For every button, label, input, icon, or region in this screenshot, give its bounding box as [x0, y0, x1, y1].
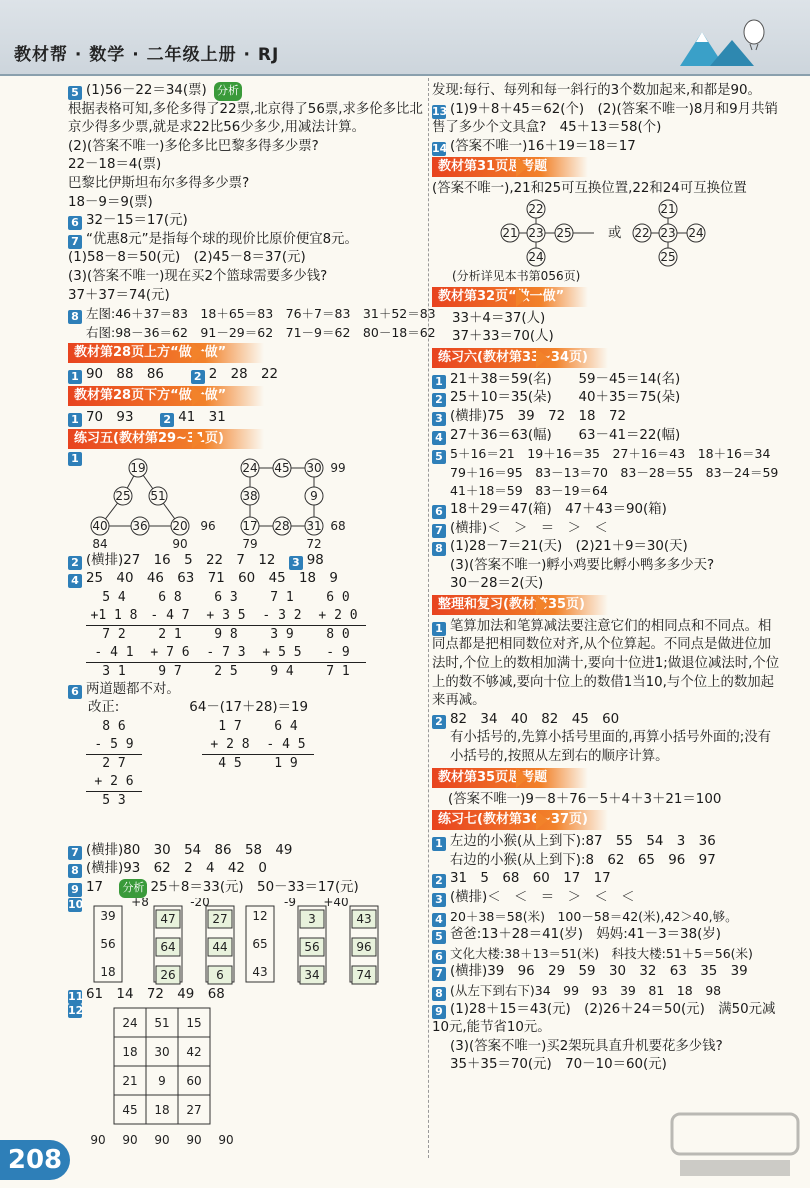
- book-title: 教材帮 · 数学 · 二年级上册 · RJ: [14, 45, 280, 65]
- svg-text:24: 24: [242, 460, 258, 475]
- diagram-10: 10 39 56 18 +8 47 64 26 -20 27 44 6 12 65 43 -9 3 56 34 +40 43 96 74: [68, 898, 428, 986]
- question: (3)(答案不唯一)买2架玩具直升机要花多少钱?: [450, 1038, 723, 1054]
- section-band: 整理和复习(教材第35页): [432, 595, 608, 615]
- question: (3)(答案不唯一)现在买2个篮球需要多少钱?: [68, 268, 328, 284]
- svg-text:65: 65: [252, 936, 268, 951]
- calc: 30－28＝2(天): [450, 576, 544, 592]
- svg-text:42: 42: [186, 1045, 202, 1060]
- svg-text:56: 56: [304, 939, 320, 954]
- answer-5-1: 5 (1)56－22＝34(票) 分析: [68, 82, 428, 101]
- calc: 79＋16＝95 83－13＝70 83－28＝55 83－24＝59: [450, 464, 779, 480]
- magic-square: 12 24 51 15 18 30 42 21 9 60 45 18 27 90 90 90 90 90: [68, 1004, 234, 1148]
- svg-text:84: 84: [92, 536, 108, 551]
- ref-note: (分析详见本书第056页): [452, 268, 581, 283]
- ex6-4: 4 27＋36＝63(幅) 63－41＝22(幅): [432, 427, 782, 446]
- answer-5-2: (2)(答案不唯一)多伦多比巴黎多得多少票?: [68, 138, 319, 154]
- svg-text:22: 22: [528, 201, 544, 216]
- svg-text:+40: +40: [323, 897, 349, 909]
- ex7-3: 3 (横排)＜ ＜ ＝ ＞ ＜ ＜: [432, 889, 782, 908]
- svg-text:19: 19: [130, 460, 146, 475]
- ex7-8: 8 (从左下到右下)34 99 93 39 81 18 98: [432, 982, 782, 1001]
- finding-text: 发现:每行、每列和每一斜行的3个数加起来,和都是90。: [432, 83, 761, 98]
- section-band: 练习七(教材第36~37页): [432, 810, 608, 830]
- svg-text:40: 40: [92, 518, 108, 533]
- vertical-calcs: 5 4 +1 1 8 7 2 - 4 1 3 1 6 8 - 4 7 2 1 + 7 6 9 7 6 3 + 3 5 9 8 - 7 3 2 5 7 1 - 3 2 3 9 + 5 5 9 4 6 0 + 2 0 8 0 - 9 7 1: [68, 589, 428, 681]
- svg-text:15: 15: [186, 1016, 202, 1031]
- svg-text:36: 36: [132, 518, 148, 533]
- svg-text:23: 23: [528, 225, 544, 240]
- svg-text:99: 99: [330, 460, 346, 475]
- svg-text:38: 38: [242, 488, 258, 503]
- answer-9: 9 17 分析 25＋8＝33(元) 50－33＝17(元): [68, 879, 428, 898]
- svg-text:43: 43: [356, 911, 372, 926]
- ex7-1: 1 左边的小猴(从上到下):87 55 54 3 36: [432, 833, 782, 852]
- question: (3)(答案不唯一)孵小鸡要比孵小鸭多多少天?: [450, 557, 715, 573]
- svg-text:3: 3: [308, 911, 316, 926]
- correction-calcs: 8 6 - 5 9 2 7 + 2 6 5 3 1 7 + 2 8 4 5 6 4 - 4 5 1 9: [68, 718, 428, 842]
- svg-text:9: 9: [158, 1074, 166, 1089]
- column-divider: [428, 78, 429, 1158]
- svg-text:27: 27: [186, 1103, 202, 1118]
- ex7-6: 6 文化大楼:38＋13＝51(米) 科技大楼:51＋5＝56(米): [432, 945, 782, 964]
- svg-text:45: 45: [274, 460, 290, 475]
- svg-text:-9: -9: [284, 897, 296, 909]
- svg-text:-20: -20: [190, 897, 210, 909]
- svg-text:68: 68: [330, 518, 346, 533]
- answer-6: 6 32－15＝17(元): [68, 212, 428, 231]
- answer-row: 1 70 93 2 41 31: [68, 409, 428, 428]
- svg-text:25: 25: [115, 488, 131, 503]
- calc: 22－18＝4(票): [68, 157, 162, 173]
- answer-row: 1 90 88 86 2 2 28 22: [68, 366, 428, 385]
- svg-text:43: 43: [252, 964, 268, 979]
- ex6-8: 8 (1)28－7＝21(天) (2)21＋9＝30(天): [432, 538, 782, 557]
- svg-text:21: 21: [502, 225, 518, 240]
- diagram-1: 1 19 25 51 40 36 20 84 90 96 24 45 30 38 9 17 28 31 99 68 79 72: [68, 452, 428, 552]
- answer-14: 14 (答案不唯一)16＋19＝18＝17: [432, 138, 636, 155]
- correction: 改正: 64－(17＋28)＝19: [88, 700, 309, 716]
- ex6-1: 1 21＋38＝59(名) 59－45＝14(名): [432, 371, 782, 390]
- ex7-7: 7 (横排)39 96 29 59 30 32 63 35 39: [432, 963, 782, 982]
- svg-text:23: 23: [660, 225, 676, 240]
- ex6-5: 5 5＋16＝21 19＋16＝35 27＋16＝43 18＋16＝34: [432, 445, 782, 464]
- ex6-7: 7 (横排)＜ ＞ ＝ ＞ ＜: [432, 520, 782, 539]
- svg-text:21: 21: [122, 1074, 138, 1089]
- svg-text:90: 90: [218, 1133, 234, 1148]
- svg-text:56: 56: [100, 936, 116, 951]
- answer-11: 11 61 14 72 49 68: [68, 986, 225, 1003]
- calc: 33＋4＝37(人): [452, 310, 546, 326]
- svg-text:6: 6: [216, 967, 224, 982]
- svg-text:12: 12: [252, 908, 268, 923]
- review-2-note: 有小括号的,先算小括号里面的,再算小括号外面的;没有小括号的,按照从左到右的顺序计算。: [450, 730, 772, 765]
- think-35-text: (答案不唯一)9－8＋76－5＋4＋3＋21＝100: [448, 791, 722, 807]
- ex7-4: 4 20＋38＝58(米) 100－58＝42(米),42＞40,够。: [432, 908, 782, 927]
- section-band: 教材第28页下方“做一做”: [68, 386, 264, 406]
- svg-text:74: 74: [356, 967, 372, 982]
- answer-7-left: 7 (横排)80 30 54 86 58 49: [68, 842, 428, 861]
- review-1: 1 笔算加法和笔算减法要注意它们的相同点和不同点。相同点都是把相同数位对齐,从个位算起。不同点是做进位加法时,个位上的数相加满十,要向十位进1;做退位减法时,个位上的数不够减,要向十位上的数借1当10,与个位上的数加起来再减。: [432, 618, 780, 709]
- svg-text:30: 30: [154, 1045, 170, 1060]
- answer-8: 8 左图:46＋37＝83 18＋65＝83 76＋7＝83 31＋52＝83: [68, 305, 428, 324]
- calc: 右图:98－36＝62 91－29＝62 71－9＝62 80－18＝62: [86, 324, 436, 340]
- svg-text:90: 90: [122, 1133, 138, 1148]
- svg-text:39: 39: [100, 908, 116, 923]
- page-header: [0, 0, 810, 76]
- section-band: 练习五(教材第29~31页): [68, 429, 264, 449]
- svg-text:24: 24: [688, 225, 704, 240]
- calc: 41＋18＝59 83－19＝64: [450, 483, 608, 499]
- svg-text:64: 64: [160, 939, 176, 954]
- svg-text:25: 25: [556, 225, 572, 240]
- right-column: [432, 82, 782, 1075]
- ex6-6: 6 18＋29＝47(箱) 47＋43＝90(箱): [432, 501, 782, 520]
- svg-text:28: 28: [274, 518, 290, 533]
- svg-text:51: 51: [154, 1016, 170, 1031]
- svg-text:60: 60: [186, 1074, 202, 1089]
- svg-text:20: 20: [172, 518, 188, 533]
- svg-text:18: 18: [154, 1103, 170, 1118]
- ex6-2: 2 25＋10＝35(朵) 40＋35＝75(朵): [432, 389, 782, 408]
- svg-text:34: 34: [304, 967, 320, 982]
- answer-2-3: 2 (横排)27 16 5 22 7 12 3 98: [68, 552, 428, 571]
- section-band: 练习六(教材第33~34页): [432, 348, 608, 368]
- answer-4: 4 25 40 46 63 71 60 45 18 9: [68, 570, 428, 589]
- svg-text:18: 18: [100, 964, 116, 979]
- mountain-balloon-icon: [680, 18, 770, 66]
- svg-text:25: 25: [660, 249, 676, 264]
- svg-text:24: 24: [528, 249, 544, 264]
- calc: 右边的小猴(从上到下):8 62 65 96 97: [450, 852, 716, 868]
- svg-text:30: 30: [306, 460, 322, 475]
- calc: 18－9＝9(票): [68, 194, 153, 210]
- section-band: 教材第35页思考题: [432, 768, 588, 788]
- section-band: 教材第31页思考题: [432, 157, 588, 177]
- svg-text:96: 96: [356, 939, 372, 954]
- svg-text:44: 44: [212, 939, 228, 954]
- svg-text:31: 31: [306, 518, 322, 533]
- svg-text:90: 90: [172, 536, 188, 551]
- svg-text:+8: +8: [131, 897, 149, 909]
- svg-text:96: 96: [200, 518, 216, 533]
- answer-6-left: 6 两道题都不对。: [68, 681, 428, 700]
- svg-text:90: 90: [154, 1133, 170, 1148]
- svg-text:51: 51: [150, 488, 166, 503]
- calc: 37＋37＝74(元): [68, 287, 170, 303]
- svg-text:26: 26: [160, 967, 176, 982]
- svg-text:45: 45: [122, 1103, 138, 1118]
- svg-text:21: 21: [660, 201, 676, 216]
- svg-text:9: 9: [310, 488, 318, 503]
- cross-diagram: [432, 199, 782, 267]
- svg-text:18: 18: [122, 1045, 138, 1060]
- question: 巴黎比伊斯坦布尔多得多少票?: [68, 175, 250, 191]
- answer-13: 13 (1)9＋8＋45＝62(个) (2)(答案不唯一)8月和9月共销售了多少个文具盒? 45＋13＝58(个): [432, 101, 778, 136]
- ex7-2: 2 31 5 68 60 17 17: [432, 870, 782, 889]
- ex7-9: 9 (1)28＋15＝43(元) (2)26＋24＝50(元) 满50元减10元,能节省10元。: [432, 1001, 776, 1036]
- svg-text:47: 47: [160, 911, 176, 926]
- review-2: 2 82 34 40 82 45 60: [432, 711, 782, 730]
- calc: (1)58－8＝50(元) (2)45－8＝37(元): [68, 250, 306, 266]
- svg-text:22: 22: [634, 225, 650, 240]
- svg-text:27: 27: [212, 911, 228, 926]
- svg-text:72: 72: [306, 536, 322, 551]
- or-label: 或: [608, 225, 622, 241]
- analysis-text: 根据表格可知,多伦多得了22票,北京得了56票,求多伦多比北京少得多少票,就是求22比56少多少,用减法计算。: [68, 101, 423, 136]
- section-band: 教材第32页“做一做”: [432, 287, 588, 307]
- section-band: 教材第28页上方“做一做”: [68, 343, 264, 363]
- svg-text:90: 90: [186, 1133, 202, 1148]
- svg-text:24: 24: [122, 1016, 138, 1031]
- calc: 35＋35＝70(元) 70－10＝60(元): [450, 1057, 667, 1073]
- svg-text:79: 79: [242, 536, 258, 551]
- svg-text:90: 90: [90, 1133, 106, 1148]
- watermark-logo: [670, 1110, 800, 1180]
- left-column: [68, 82, 436, 1154]
- answer-7: 7 “优惠8元”是指每个球的现价比原价便宜8元。: [68, 231, 428, 250]
- ex7-5: 5 爸爸:13＋28＝41(岁) 妈妈:41－3＝38(岁): [432, 926, 782, 945]
- answer-8-left: 8 (横排)93 62 2 4 42 0: [68, 860, 428, 879]
- ex6-3: 3 (横排)75 39 72 18 72: [432, 408, 782, 427]
- calc: 37＋33＝70(人): [452, 329, 554, 345]
- think-31-text: (答案不唯一),21和25可互换位置,22和24可互换位置: [432, 181, 747, 197]
- svg-text:17: 17: [242, 518, 258, 533]
- page-number: 208: [0, 1140, 70, 1180]
